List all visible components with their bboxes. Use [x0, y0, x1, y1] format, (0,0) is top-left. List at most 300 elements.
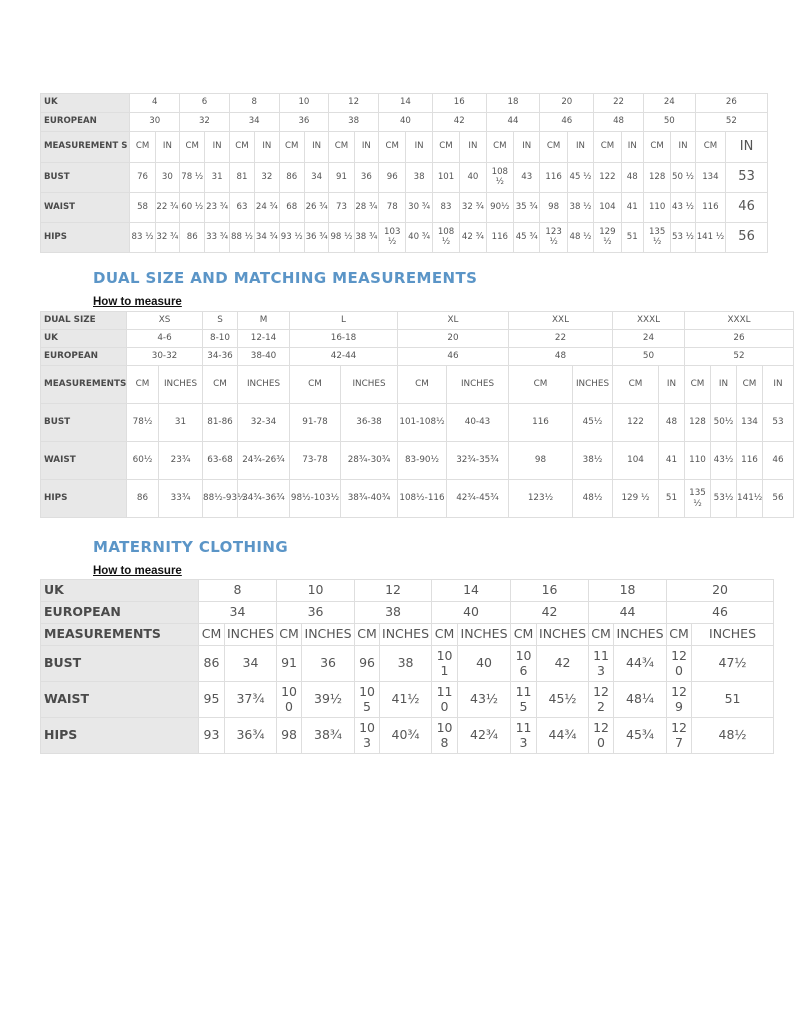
size-table-standard: [40, 93, 768, 253]
unit-cell: CM: [737, 366, 763, 404]
value-cell: 134: [695, 163, 725, 193]
unit-cell: IN: [460, 132, 486, 163]
value-cell: 63: [229, 193, 254, 223]
value-cell: 141 ½: [695, 223, 725, 253]
value-cell: 104: [594, 193, 621, 223]
unit-cell: CM: [379, 132, 406, 163]
value-cell: 134: [737, 404, 763, 442]
unit-cell: INCHES: [614, 624, 667, 646]
european-size-row: [41, 113, 768, 132]
value-cell: 96: [379, 163, 406, 193]
size-cell: 16: [432, 94, 486, 113]
how-to-measure-link[interactable]: How to measure: [93, 565, 182, 577]
value-cell: 128: [643, 163, 670, 193]
size-cell: 4: [130, 94, 180, 113]
value-cell: 56: [763, 480, 794, 518]
unit-cell: CM: [509, 366, 573, 404]
size-cell: 8-10: [203, 330, 238, 348]
value-cell: 78½: [127, 404, 159, 442]
unit-cell: CM: [398, 366, 447, 404]
value-cell: 81-86: [203, 404, 238, 442]
value-cell: 48: [621, 163, 643, 193]
unit-cell: INCHES: [380, 624, 432, 646]
value-cell: 43½: [711, 442, 737, 480]
value-cell: 50½: [711, 404, 737, 442]
value-cell: 10 6: [511, 646, 537, 682]
value-cell: 41½: [380, 682, 432, 718]
unit-cell: IN: [205, 132, 229, 163]
value-cell: 123½: [509, 480, 573, 518]
value-cell: 24 ¾: [255, 193, 279, 223]
waist-row: [41, 442, 794, 480]
value-cell: 91: [277, 646, 302, 682]
waist-row: [41, 682, 774, 718]
size-cell: 22: [594, 94, 644, 113]
unit-cell: CM: [127, 366, 159, 404]
value-cell: 73-78: [290, 442, 341, 480]
size-cell: 30-32: [127, 348, 203, 366]
value-cell: 36¾: [225, 718, 277, 754]
value-cell: 12 0: [589, 718, 614, 754]
value-cell: 83-90½: [398, 442, 447, 480]
value-cell: 11 3: [511, 718, 537, 754]
unit-cell: CM: [432, 132, 459, 163]
unit-cell: CM: [277, 624, 302, 646]
size-cell: 26: [695, 94, 767, 113]
size-cell: 32: [180, 113, 230, 132]
value-cell: 108½-116: [398, 480, 447, 518]
value-cell: 116: [695, 193, 725, 223]
unit-cell: INCHES: [537, 624, 589, 646]
value-cell: 48½: [692, 718, 774, 754]
value-cell: 58: [130, 193, 155, 223]
unit-cell: CM: [180, 132, 205, 163]
size-cell: L: [290, 312, 398, 330]
unit-cell: INCHES: [573, 366, 613, 404]
unit-cell: CM: [594, 132, 621, 163]
row-label-hips: HIPS: [41, 223, 130, 253]
value-cell: 101-108½: [398, 404, 447, 442]
size-cell: 18: [589, 580, 667, 602]
value-cell: 98: [509, 442, 573, 480]
section-title-maternity: MATERNITY CLOTHING: [93, 538, 289, 556]
size-cell: 50: [613, 348, 685, 366]
unit-cell: IN: [711, 366, 737, 404]
row-label-bust: BUST: [41, 163, 130, 193]
size-cell: 46: [398, 348, 509, 366]
value-cell: 56: [726, 223, 768, 253]
size-cell: 42-44: [290, 348, 398, 366]
unit-cell: CM: [511, 624, 537, 646]
value-cell: 141½: [737, 480, 763, 518]
size-cell: XXXL: [613, 312, 685, 330]
value-cell: 38¾: [302, 718, 355, 754]
value-cell: 98: [540, 193, 567, 223]
unit-cell: INCHES: [225, 624, 277, 646]
value-cell: 63-68: [203, 442, 238, 480]
value-cell: 40-43: [447, 404, 509, 442]
value-cell: 93 ½: [279, 223, 304, 253]
unit-cell: IN: [621, 132, 643, 163]
unit-cell: IN: [671, 132, 695, 163]
value-cell: 34 ¾: [255, 223, 279, 253]
value-cell: 38 ¾: [354, 223, 378, 253]
unit-cell: INCHES: [238, 366, 290, 404]
value-cell: 110: [685, 442, 711, 480]
unit-cell: IN: [354, 132, 378, 163]
value-cell: 60½: [127, 442, 159, 480]
value-cell: 122: [594, 163, 621, 193]
value-cell: 135 ½: [643, 223, 670, 253]
size-cell: XXXL: [685, 312, 794, 330]
value-cell: 53: [726, 163, 768, 193]
value-cell: 45 ¾: [514, 223, 540, 253]
value-cell: 22 ¾: [155, 193, 179, 223]
unit-cell: CM: [130, 132, 155, 163]
row-label-european: EUROPEAN: [41, 348, 127, 366]
value-cell: 41: [659, 442, 685, 480]
row-label-measurements: MEASUREMENTS: [41, 366, 127, 404]
unit-cell: INCHES: [458, 624, 511, 646]
size-cell: 38: [329, 113, 379, 132]
value-cell: 90½: [486, 193, 513, 223]
size-cell: 16-18: [290, 330, 398, 348]
size-cell: 34: [199, 602, 277, 624]
value-cell: 42 ¾: [460, 223, 486, 253]
unit-cell: IN: [406, 132, 432, 163]
value-cell: 128: [685, 404, 711, 442]
unit-cell: CM: [290, 366, 341, 404]
size-cell: 24: [643, 94, 695, 113]
size-cell: 34-36: [203, 348, 238, 366]
value-cell: 36-38: [341, 404, 398, 442]
value-cell: 38 ½: [567, 193, 593, 223]
value-cell: 53 ½: [671, 223, 695, 253]
size-cell: 12: [355, 580, 432, 602]
size-cell: 22: [509, 330, 613, 348]
size-cell: M: [238, 312, 290, 330]
value-cell: 32 ¾: [460, 193, 486, 223]
row-label-uk: UK: [41, 580, 199, 602]
value-cell: 43 ½: [671, 193, 695, 223]
bust-row: [41, 646, 774, 682]
value-cell: 10 3: [355, 718, 380, 754]
value-cell: 45½: [537, 682, 589, 718]
unit-cell: IN: [763, 366, 794, 404]
value-cell: 36: [354, 163, 378, 193]
size-cell: 12: [329, 94, 379, 113]
unit-cell: CM: [229, 132, 254, 163]
value-cell: 123 ½: [540, 223, 567, 253]
size-cell: 20: [540, 94, 594, 113]
size-table-maternity: [40, 579, 774, 754]
unit-cell: CM: [695, 132, 725, 163]
value-cell: 32: [255, 163, 279, 193]
row-label-european: EUROPEAN: [41, 113, 130, 132]
size-cell: 38: [355, 602, 432, 624]
size-cell: 8: [229, 94, 279, 113]
value-cell: 78 ½: [180, 163, 205, 193]
value-cell: 31: [159, 404, 203, 442]
value-cell: 122: [613, 404, 659, 442]
unit-cell: IN: [567, 132, 593, 163]
value-cell: 73: [329, 193, 354, 223]
uk-size-row: [41, 330, 794, 348]
value-cell: 37¾: [225, 682, 277, 718]
value-cell: 12 2: [589, 682, 614, 718]
value-cell: 96: [355, 646, 380, 682]
european-size-row: [41, 602, 774, 624]
bust-row: [41, 404, 794, 442]
unit-cell: CM: [199, 624, 225, 646]
waist-row: [41, 193, 768, 223]
unit-cell: IN: [304, 132, 328, 163]
value-cell: 116: [737, 442, 763, 480]
size-cell: 40: [379, 113, 433, 132]
value-cell: 45½: [573, 404, 613, 442]
size-cell: 48: [594, 113, 644, 132]
hips-row: [41, 718, 774, 754]
size-cell: 38-40: [238, 348, 290, 366]
unit-cell: IN: [726, 132, 768, 163]
value-cell: 43: [514, 163, 540, 193]
value-cell: 42¾: [458, 718, 511, 754]
value-cell: 34¾-36¾: [238, 480, 290, 518]
dual-size-row: [41, 312, 794, 330]
value-cell: 23 ¾: [205, 193, 229, 223]
value-cell: 86: [127, 480, 159, 518]
value-cell: 108 ½: [486, 163, 513, 193]
value-cell: 83 ½: [130, 223, 155, 253]
value-cell: 30 ¾: [406, 193, 432, 223]
value-cell: 43½: [458, 682, 511, 718]
value-cell: 53: [763, 404, 794, 442]
size-cell: 26: [685, 330, 794, 348]
row-label-bust: BUST: [41, 646, 199, 682]
value-cell: 104: [613, 442, 659, 480]
value-cell: 42: [537, 646, 589, 682]
value-cell: 81: [229, 163, 254, 193]
size-cell: 46: [667, 602, 774, 624]
unit-cell: INCHES: [302, 624, 355, 646]
value-cell: 48¼: [614, 682, 667, 718]
value-cell: 103 ½: [379, 223, 406, 253]
value-cell: 83: [432, 193, 459, 223]
value-cell: 12 7: [667, 718, 692, 754]
value-cell: 68: [279, 193, 304, 223]
value-cell: 129 ½: [594, 223, 621, 253]
value-cell: 53½: [711, 480, 737, 518]
unit-cell: INCHES: [692, 624, 774, 646]
unit-cell: CM: [613, 366, 659, 404]
hips-row: [41, 223, 768, 253]
value-cell: 40: [458, 646, 511, 682]
value-cell: 50 ½: [671, 163, 695, 193]
value-cell: 11 5: [511, 682, 537, 718]
size-cell: 48: [509, 348, 613, 366]
value-cell: 33 ¾: [205, 223, 229, 253]
value-cell: 108 ½: [432, 223, 459, 253]
value-cell: 98½-103½: [290, 480, 341, 518]
unit-cell: INCHES: [447, 366, 509, 404]
unit-cell: CM: [486, 132, 513, 163]
unit-header-row: [41, 624, 774, 646]
value-cell: 91-78: [290, 404, 341, 442]
size-cell: 46: [540, 113, 594, 132]
value-cell: 12 9: [667, 682, 692, 718]
value-cell: 47½: [692, 646, 774, 682]
row-label-bust: BUST: [41, 404, 127, 442]
section-title-dual-size: DUAL SIZE AND MATCHING MEASUREMENTS: [93, 269, 478, 287]
size-cell: 40: [432, 602, 511, 624]
value-cell: 116: [509, 404, 573, 442]
value-cell: 11 3: [589, 646, 614, 682]
value-cell: 44¾: [537, 718, 589, 754]
value-cell: 38: [406, 163, 432, 193]
row-label-hips: HIPS: [41, 480, 127, 518]
unit-cell: CM: [432, 624, 458, 646]
size-cell: 42: [432, 113, 486, 132]
row-label-dual-size: DUAL SIZE: [41, 312, 127, 330]
size-cell: 20: [398, 330, 509, 348]
row-label-waist: WAIST: [41, 193, 130, 223]
value-cell: 86: [279, 163, 304, 193]
unit-cell: CM: [589, 624, 614, 646]
size-cell: 30: [130, 113, 180, 132]
value-cell: 98: [277, 718, 302, 754]
value-cell: 40¾: [380, 718, 432, 754]
value-cell: 48: [659, 404, 685, 442]
value-cell: 88 ½: [229, 223, 254, 253]
size-table-dual: [40, 311, 794, 518]
size-cell: 36: [277, 602, 355, 624]
value-cell: 28 ¾: [354, 193, 378, 223]
unit-cell: CM: [685, 366, 711, 404]
size-cell: 52: [685, 348, 794, 366]
row-label-measurements: MEASUREMENTS: [41, 624, 199, 646]
unit-cell: INCHES: [341, 366, 398, 404]
size-cell: 42: [511, 602, 589, 624]
value-cell: 45¾: [614, 718, 667, 754]
value-cell: 86: [180, 223, 205, 253]
value-cell: 11 0: [432, 682, 458, 718]
unit-cell: CM: [540, 132, 567, 163]
row-label-uk: UK: [41, 94, 130, 113]
value-cell: 45 ½: [567, 163, 593, 193]
value-cell: 116: [540, 163, 567, 193]
value-cell: 110: [643, 193, 670, 223]
european-size-row: [41, 348, 794, 366]
value-cell: 98 ½: [329, 223, 354, 253]
size-cell: 8: [199, 580, 277, 602]
value-cell: 28¾-30¾: [341, 442, 398, 480]
uk-size-row: [41, 580, 774, 602]
value-cell: 34: [304, 163, 328, 193]
unit-cell: CM: [355, 624, 380, 646]
size-cell: 14: [432, 580, 511, 602]
value-cell: 36 ¾: [304, 223, 328, 253]
value-cell: 36: [302, 646, 355, 682]
bust-row: [41, 163, 768, 193]
value-cell: 40: [460, 163, 486, 193]
size-cell: 44: [589, 602, 667, 624]
value-cell: 12 0: [667, 646, 692, 682]
size-cell: XS: [127, 312, 203, 330]
unit-cell: INCHES: [159, 366, 203, 404]
value-cell: 78: [379, 193, 406, 223]
size-cell: 44: [486, 113, 540, 132]
value-cell: 46: [726, 193, 768, 223]
size-cell: 50: [643, 113, 695, 132]
value-cell: 40 ¾: [406, 223, 432, 253]
unit-cell: IN: [514, 132, 540, 163]
value-cell: 41: [621, 193, 643, 223]
value-cell: 35 ¾: [514, 193, 540, 223]
size-cell: 16: [511, 580, 589, 602]
value-cell: 129 ½: [613, 480, 659, 518]
value-cell: 95: [199, 682, 225, 718]
unit-cell: CM: [643, 132, 670, 163]
uk-size-row: [41, 94, 768, 113]
value-cell: 42¾-45¾: [447, 480, 509, 518]
row-label-hips: HIPS: [41, 718, 199, 754]
value-cell: 34: [225, 646, 277, 682]
row-label-waist: WAIST: [41, 442, 127, 480]
size-cell: 36: [279, 113, 329, 132]
value-cell: 51: [692, 682, 774, 718]
value-cell: 32-34: [238, 404, 290, 442]
value-cell: 26 ¾: [304, 193, 328, 223]
size-cell: 6: [180, 94, 230, 113]
row-label-measurements: MEASUREMENT S: [41, 132, 130, 163]
row-label-uk: UK: [41, 330, 127, 348]
value-cell: 86: [199, 646, 225, 682]
row-label-waist: WAIST: [41, 682, 199, 718]
value-cell: 116: [486, 223, 513, 253]
unit-header-row: [41, 366, 794, 404]
unit-cell: IN: [155, 132, 179, 163]
value-cell: 46: [763, 442, 794, 480]
value-cell: 60 ½: [180, 193, 205, 223]
value-cell: 38: [380, 646, 432, 682]
value-cell: 38¾-40¾: [341, 480, 398, 518]
unit-cell: CM: [203, 366, 238, 404]
size-cell: 14: [379, 94, 433, 113]
size-cell: 10: [277, 580, 355, 602]
how-to-measure-link[interactable]: How to measure: [93, 296, 182, 308]
unit-cell: CM: [279, 132, 304, 163]
value-cell: 33¾: [159, 480, 203, 518]
hips-row: [41, 480, 794, 518]
value-cell: 88½-93½: [203, 480, 238, 518]
size-cell: 24: [613, 330, 685, 348]
value-cell: 23¾: [159, 442, 203, 480]
row-label-european: EUROPEAN: [41, 602, 199, 624]
size-cell: 18: [486, 94, 540, 113]
size-cell: 52: [695, 113, 767, 132]
value-cell: 10 8: [432, 718, 458, 754]
value-cell: 10 0: [277, 682, 302, 718]
value-cell: 32 ¾: [155, 223, 179, 253]
value-cell: 91: [329, 163, 354, 193]
value-cell: 51: [659, 480, 685, 518]
size-cell: 20: [667, 580, 774, 602]
value-cell: 48½: [573, 480, 613, 518]
size-cell: 12-14: [238, 330, 290, 348]
value-cell: 10 1: [432, 646, 458, 682]
unit-header-row: [41, 132, 768, 163]
size-cell: 34: [229, 113, 279, 132]
